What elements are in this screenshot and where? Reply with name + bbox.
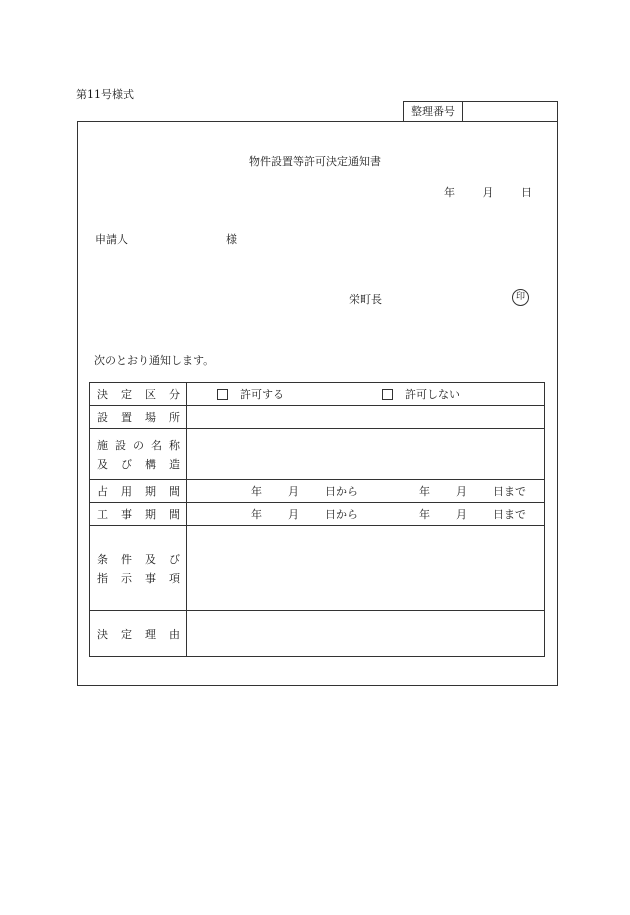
form-number: 第11号様式: [76, 88, 134, 101]
details-table: [89, 382, 545, 657]
table-row: [90, 526, 545, 611]
conditions-field[interactable]: [187, 526, 545, 611]
table-row: [90, 503, 545, 526]
permit-option[interactable]: [217, 386, 284, 402]
reference-number-box: [403, 101, 558, 122]
construction-period-label: 工 事 期 間: [90, 503, 187, 526]
facility-label: 施 設 の 名 称 及 び 構 造: [90, 429, 187, 480]
decision-label: 決 定 区 分: [90, 383, 187, 406]
location-label: 設 置 場 所: [90, 406, 187, 429]
date-month: 月: [482, 186, 494, 199]
honorific: 様: [226, 233, 237, 246]
table-row: [90, 611, 545, 657]
deny-option[interactable]: [382, 386, 460, 402]
table-row: [90, 406, 545, 429]
occupancy-period-field[interactable]: 年 月 日から 年 月 日まで: [187, 480, 545, 503]
reason-field[interactable]: [187, 611, 545, 657]
issue-date: [444, 184, 532, 200]
applicant-label: 申請人: [95, 233, 128, 246]
table-row: [90, 383, 545, 406]
facility-field[interactable]: [187, 429, 545, 480]
location-field[interactable]: [187, 406, 545, 429]
deny-option-label: 許可しない: [405, 388, 460, 401]
conditions-label: 条 件 及 び 指 示 事 項: [90, 526, 187, 611]
issuer: 栄町長: [349, 293, 382, 306]
reference-number-field[interactable]: [463, 102, 557, 122]
deny-checkbox[interactable]: [382, 389, 393, 400]
reference-number-label: 整理番号: [404, 102, 463, 122]
permit-checkbox[interactable]: [217, 389, 228, 400]
date-year: 年: [444, 186, 455, 199]
decision-options: [187, 383, 545, 406]
intro-text: 次のとおり通知します。: [94, 354, 215, 367]
construction-period-field[interactable]: 年 月 日から 年 月 日まで: [187, 503, 545, 526]
table-row: [90, 480, 545, 503]
date-day: 日: [521, 186, 532, 199]
reason-label: 決 定 理 由: [90, 611, 187, 657]
seal-mark: 印: [512, 289, 529, 306]
document-title: 物件設置等許可決定通知書: [249, 155, 381, 168]
permit-option-label: 許可する: [240, 388, 284, 401]
table-row: [90, 429, 545, 480]
occupancy-period-label: 占 用 期 間: [90, 480, 187, 503]
